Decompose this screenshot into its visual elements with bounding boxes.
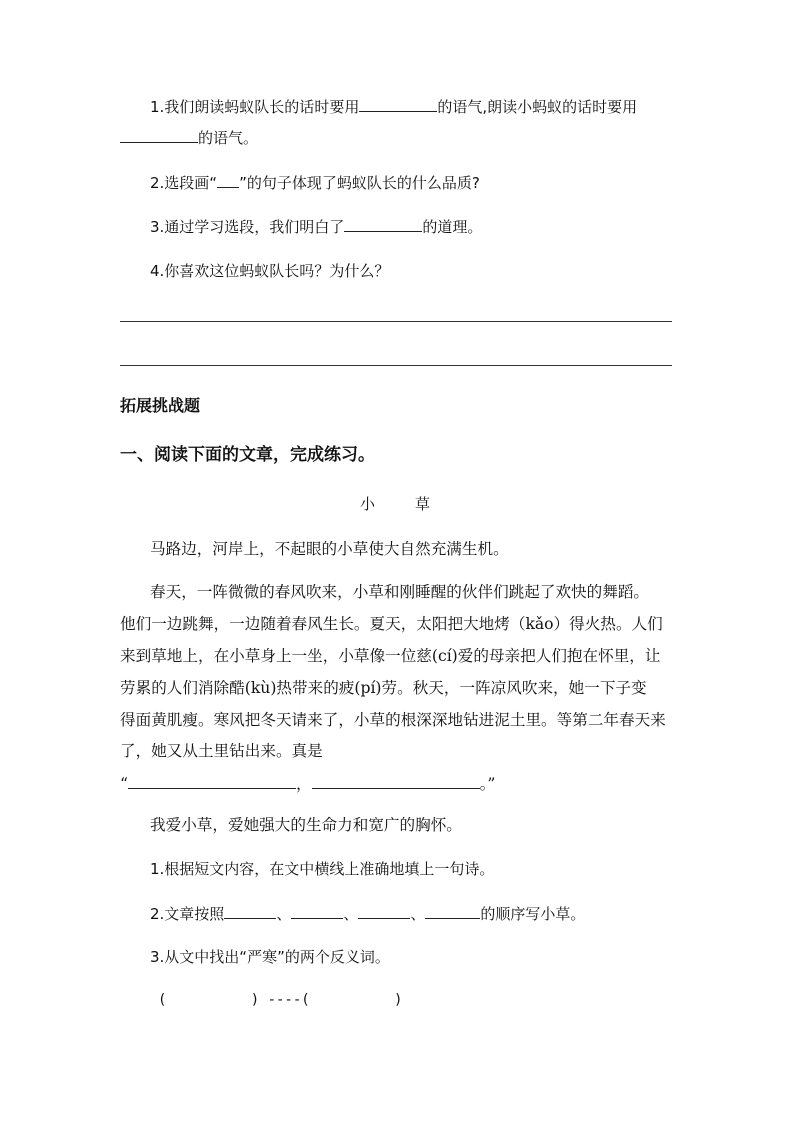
section-title: 拓展挑战题: [120, 396, 201, 415]
article-title: [360, 494, 430, 514]
antonym-answer-line[interactable]: ( ) ----( ): [158, 992, 403, 1008]
poem-blank-2[interactable]: [312, 773, 480, 789]
poem-fill-line: [120, 773, 680, 794]
article-paragraph-1: 马路边，河岸上，不起眼的小草使大自然充满生机。: [150, 540, 509, 558]
article-paragraph-2-line-1: 春天，一阵微微的春风吹来，小草和刚睡醒的伙伴们跳起了欢快的舞蹈。: [150, 583, 650, 601]
underline-mark: [217, 172, 239, 188]
question-3: [150, 216, 710, 237]
answer-blank[interactable]: [359, 96, 437, 112]
exercise-question-2-text-a: 2.文章按照: [150, 905, 225, 923]
poem-blank-1[interactable]: [128, 773, 296, 789]
season-blank-2[interactable]: [291, 903, 343, 919]
question-1-line-2: [120, 127, 680, 148]
exercise-question-3: 3.从文中找出“严寒”的两个反义词。: [150, 948, 390, 966]
question-1-text-b: 的语气,朗读小蚂蚁的话时要用: [437, 98, 638, 116]
question-2-text-a: 2.选段画“: [150, 174, 218, 192]
exercise-question-1: 1.根据短文内容，在文中横线上准确地填上一句诗。: [150, 860, 495, 878]
season-blank-3[interactable]: [358, 903, 410, 919]
article-title-char-2: 草: [415, 495, 431, 513]
separator: 、: [410, 905, 426, 923]
separator: 、: [276, 905, 292, 923]
exercise-question-2-text-b: 的顺序写小草。: [480, 905, 586, 923]
quote-close: 。”: [479, 775, 496, 793]
answer-line-1[interactable]: [120, 321, 672, 322]
article-paragraph-2-line-6: 了，她又从土里钻出来。真是: [120, 742, 323, 760]
article-title-char-1: 小: [360, 495, 376, 513]
question-1-text-a: 1.我们朗读蚂蚁队长的话时要用: [150, 98, 360, 116]
question-1-line-1: [150, 96, 710, 117]
separator: 、: [343, 905, 359, 923]
article-paragraph-3: 我爱小草，爱她强大的生命力和宽广的胸怀。: [150, 816, 462, 834]
question-2-text-b: ”的句子体现了蚂蚁队长的什么品质?: [239, 174, 480, 192]
season-blank-1[interactable]: [224, 903, 276, 919]
question-3-text-b: 的道理。: [422, 218, 483, 236]
season-blank-4[interactable]: [425, 903, 480, 919]
quote-open: “: [120, 775, 128, 793]
question-4-text: 4.你喜欢这位蚂蚁队长吗？为什么？: [150, 262, 390, 280]
section-heading: 一、阅读下面的文章，完成练习。: [120, 445, 375, 465]
article-paragraph-2-line-2: 他们一边跳舞，一边随着春风生长。夏天，太阳把大地烤（kǎo）得火热。人们: [120, 615, 663, 633]
question-1-text-c: 的语气。: [198, 129, 259, 147]
question-3-text-a: 3.通过学习选段，我们明白了: [150, 218, 345, 236]
answer-blank[interactable]: [344, 216, 422, 232]
question-2: [150, 172, 710, 193]
article-paragraph-2-line-4: 劳累的人们消除酷(kù)热带来的疲(pí)劳。秋天，一阵凉风吹来，她一下子变: [120, 679, 647, 697]
exercise-question-2: [150, 903, 710, 924]
answer-blank[interactable]: [120, 127, 198, 143]
answer-line-2[interactable]: [120, 365, 672, 366]
article-paragraph-2-line-3: 来到草地上，在小草身上一坐，小草像一位慈(cí)爱的母亲把人们抱在怀里，让: [120, 647, 661, 665]
question-4: [150, 261, 710, 281]
quote-comma: ，: [295, 775, 312, 793]
article-paragraph-2-line-5: 得面黄肌瘦。寒风把冬天请来了，小草的根深深地钻进泥土里。等第二年春天来: [120, 711, 666, 729]
